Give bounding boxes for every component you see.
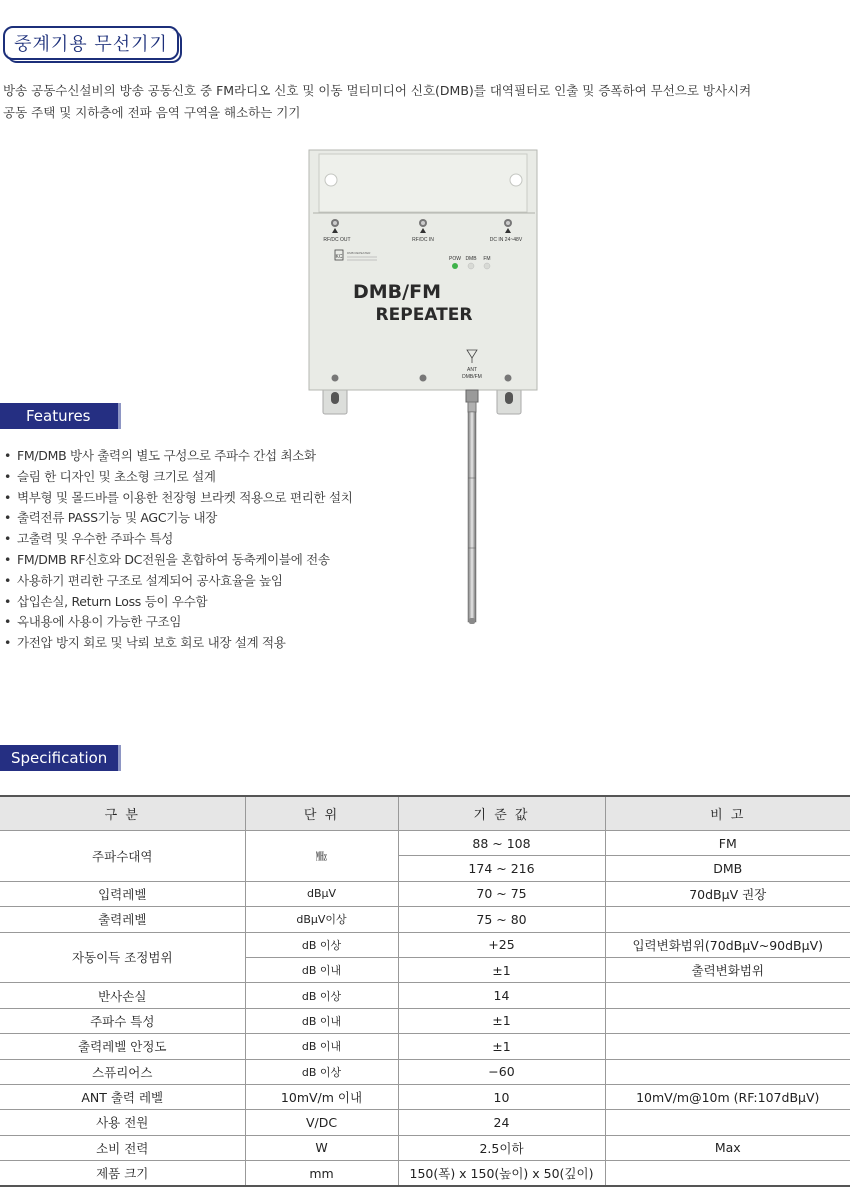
page-title: 중계기용 무선기기 bbox=[14, 34, 168, 55]
cell-label: 반사손실 bbox=[0, 983, 245, 1008]
table-row bbox=[0, 1084, 850, 1109]
cell-note bbox=[605, 907, 850, 932]
cell-value: 10 bbox=[398, 1084, 605, 1109]
port-dc-in-label: DC IN 24~48V bbox=[489, 237, 523, 243]
specification-table bbox=[0, 795, 850, 1187]
table-row bbox=[0, 831, 850, 856]
cell-note bbox=[605, 1110, 850, 1135]
led-fm-label: FM bbox=[483, 256, 491, 262]
cell-unit: mm bbox=[245, 1161, 398, 1187]
table-row bbox=[0, 983, 850, 1008]
cert-text: DMB REPEATER bbox=[347, 251, 371, 255]
cell-value: 24 bbox=[398, 1110, 605, 1135]
cell-note: 입력변화범위(70dBμV~90dBμV) bbox=[605, 932, 850, 957]
feature-item: • FM/DMB RF신호와 DC전원을 혼합하여 동축케이블에 전송 bbox=[0, 550, 353, 571]
cell-label: 자동이득 조정범위 bbox=[0, 932, 245, 983]
feature-item: • 슬림 한 디자인 및 초소형 크기로 설계 bbox=[0, 467, 353, 488]
feature-item: • 출력전류 PASS기능 및 AGC기능 내장 bbox=[0, 508, 353, 529]
table-row bbox=[0, 1161, 850, 1187]
cell-label: 제품 크기 bbox=[0, 1161, 245, 1187]
table-row bbox=[0, 881, 850, 906]
cell-unit: 10mV/m 이내 bbox=[245, 1084, 398, 1109]
feature-item: • 사용하기 편리한 구조로 설계되어 공사효율을 높임 bbox=[0, 571, 353, 592]
cell-note: DMB bbox=[605, 856, 850, 881]
header-category: 구 분 bbox=[0, 796, 245, 831]
cell-value: +25 bbox=[398, 932, 605, 957]
cell-value: 2.5이하 bbox=[398, 1135, 605, 1160]
intro-line-2: 공동 주택 및 지하층에 전파 음역 구역을 해소하는 기기 bbox=[3, 105, 301, 120]
device-label-line-1: DMB/FM bbox=[353, 281, 441, 303]
intro-line-1: 방송 공동수신설비의 방송 공동신호 중 FM라디오 신호 및 이동 멀티미디어 신호(DMB)를 대역필터로 인출 및 증폭하여 무선으로 방사시켜 bbox=[3, 83, 752, 98]
cell-unit: W bbox=[245, 1135, 398, 1160]
cell-note bbox=[605, 1034, 850, 1059]
cell-label: 출력레벨 bbox=[0, 907, 245, 932]
cell-unit: dB 이내 bbox=[245, 1008, 398, 1033]
device-label-line-2: REPEATER bbox=[375, 305, 473, 325]
table-row bbox=[0, 1110, 850, 1135]
cell-label: ANT 출력 레벨 bbox=[0, 1084, 245, 1109]
features-list bbox=[0, 446, 353, 654]
led-dmb-label: DMB bbox=[465, 256, 477, 262]
feature-item: • FM/DMB 방사 출력의 별도 구성으로 주파수 간섭 최소화 bbox=[0, 446, 353, 467]
table-row bbox=[0, 1135, 850, 1160]
led-pow bbox=[452, 263, 458, 269]
cell-unit: dB 이상 bbox=[245, 1059, 398, 1084]
cell-label: 사용 전원 bbox=[0, 1110, 245, 1135]
cell-value: 75 ~ 80 bbox=[398, 907, 605, 932]
cell-note bbox=[605, 983, 850, 1008]
feature-item: • 삽입손실, Return Loss 등이 우수함 bbox=[0, 592, 353, 613]
cell-note bbox=[605, 1059, 850, 1084]
antenna-connector bbox=[466, 390, 478, 402]
cell-note bbox=[605, 1161, 850, 1187]
cell-value: 174 ~ 216 bbox=[398, 856, 605, 881]
cell-unit: dB 이상 bbox=[245, 983, 398, 1008]
cell-unit: dB 이내 bbox=[245, 1034, 398, 1059]
cell-unit: dB 이내 bbox=[245, 957, 398, 982]
led-pow-label: POW bbox=[449, 256, 461, 262]
table-row bbox=[0, 1008, 850, 1033]
table-row bbox=[0, 1034, 850, 1059]
cell-value: ±1 bbox=[398, 1034, 605, 1059]
ant-label-1: ANT bbox=[467, 367, 477, 373]
cell-label: 주파수대역 bbox=[0, 831, 245, 882]
cell-value: ±1 bbox=[398, 1008, 605, 1033]
header-unit: 단 위 bbox=[245, 796, 398, 831]
intro-text bbox=[3, 80, 751, 124]
cell-label: 출력레벨 안정도 bbox=[0, 1034, 245, 1059]
cell-label: 스퓨리어스 bbox=[0, 1059, 245, 1084]
port-rf-dc-in-label: RF/DC IN bbox=[412, 237, 434, 243]
cell-unit: dBμV이상 bbox=[245, 907, 398, 932]
feature-item: • 가전압 방지 회로 및 낙뢰 보호 회로 내장 설계 적용 bbox=[0, 633, 353, 654]
header-note: 비 고 bbox=[605, 796, 850, 831]
cell-note bbox=[605, 1008, 850, 1033]
cell-note: 출력변화범위 bbox=[605, 957, 850, 982]
cell-value: 14 bbox=[398, 983, 605, 1008]
cell-label: 주파수 특성 bbox=[0, 1008, 245, 1033]
cell-label: 소비 전력 bbox=[0, 1135, 245, 1160]
cell-value: ±1 bbox=[398, 957, 605, 982]
feature-item: • 고출력 및 우수한 주파수 특성 bbox=[0, 529, 353, 550]
table-row bbox=[0, 1059, 850, 1084]
cell-value: −60 bbox=[398, 1059, 605, 1084]
table-row bbox=[0, 932, 850, 957]
cell-note: Max bbox=[605, 1135, 850, 1160]
features-section-label: Features bbox=[0, 403, 118, 429]
antenna-rod bbox=[468, 412, 476, 622]
ant-label-2: DMB/FM bbox=[462, 374, 482, 380]
cell-note: FM bbox=[605, 831, 850, 856]
page-title-box bbox=[3, 26, 179, 60]
cell-value: 70 ~ 75 bbox=[398, 881, 605, 906]
cell-unit: dBμV bbox=[245, 881, 398, 906]
table-header-row bbox=[0, 796, 850, 831]
cell-note: 70dBμV 권장 bbox=[605, 881, 850, 906]
feature-item: • 옥내용에 사용이 가능한 구조임 bbox=[0, 612, 353, 633]
cell-note: 10mV/m@10m (RF:107dBμV) bbox=[605, 1084, 850, 1109]
specification-section-label: Specification bbox=[0, 745, 118, 771]
port-rf-dc-out-label: RF/DC OUT bbox=[323, 237, 351, 243]
feature-item: • 벽부형 및 몰드바를 이용한 천장형 브라켓 적용으로 편리한 설치 bbox=[0, 488, 353, 509]
header-value: 기 준 값 bbox=[398, 796, 605, 831]
led-fm bbox=[484, 263, 490, 269]
cell-unit: dB 이상 bbox=[245, 932, 398, 957]
led-dmb bbox=[468, 263, 474, 269]
cert-mark: KC bbox=[335, 254, 343, 260]
table-row bbox=[0, 907, 850, 932]
cell-unit: ㎒ bbox=[245, 831, 398, 882]
cell-value: 150(폭) x 150(높이) x 50(깊이) bbox=[398, 1161, 605, 1187]
cell-value: 88 ~ 108 bbox=[398, 831, 605, 856]
cell-unit: V/DC bbox=[245, 1110, 398, 1135]
cell-label: 입력레벨 bbox=[0, 881, 245, 906]
